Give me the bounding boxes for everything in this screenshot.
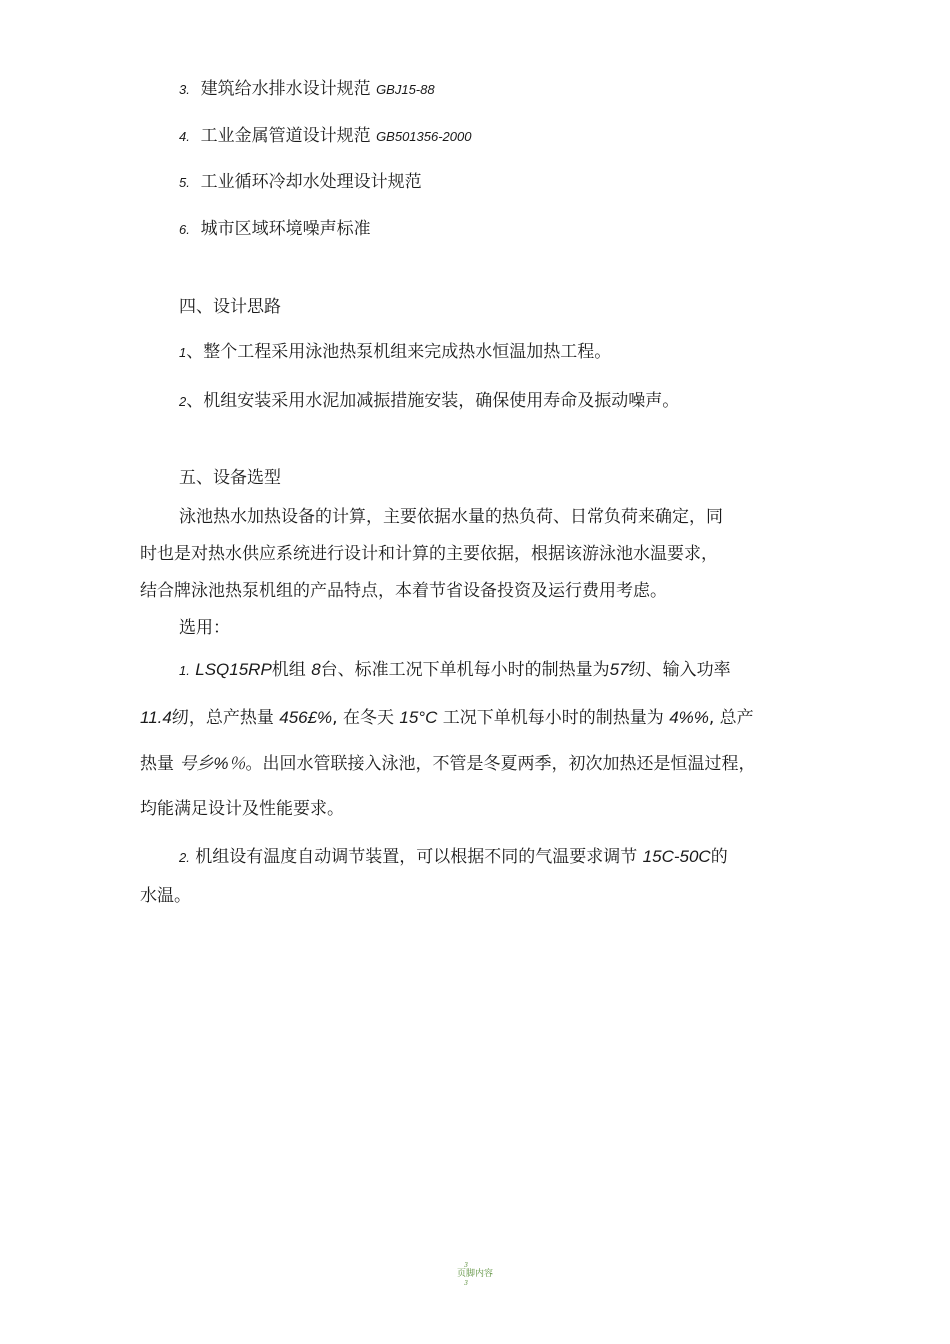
winter-temp: 15°C — [399, 708, 438, 727]
standard-code: GB501356-2000 — [376, 129, 472, 144]
standard-title: 城市区域环境噪声标准 — [200, 219, 371, 239]
text-span: 热量 — [140, 754, 174, 774]
section4-heading: 四、设计思路 — [179, 297, 281, 317]
winter-heat-value: 4%% — [669, 708, 709, 727]
text-span: 台、标准工况下单机每小时的制热量为 — [320, 660, 610, 680]
standard-item-5 — [179, 171, 422, 194]
paragraph-line-3: 结合牌泳池热泵机组的产品特点，本着节省设备投资及运行费用考虑。 — [140, 581, 667, 601]
text-span: 。出回水管联接入泳池，不管是冬夏两季，初次加热还是恒温过程， — [245, 754, 756, 774]
footer-text: 页脚内容 — [456, 1269, 493, 1279]
list-number: 4. — [179, 129, 190, 144]
section4-item-2 — [179, 390, 679, 413]
item-text: 、整个工程采用泳池热泵机组来完成热水恒温加热工程。 — [186, 342, 612, 362]
selection-item-1-line-1 — [179, 659, 731, 682]
winter-total-value: 号乡%％ — [179, 754, 246, 773]
footer-page-mark-bottom: 3 — [464, 1280, 468, 1287]
list-number: 1 — [179, 345, 187, 360]
total-heat-value: 456£% — [279, 708, 333, 727]
list-number: 2 — [179, 394, 187, 409]
select-label: 选用： — [179, 618, 230, 638]
text-span: 的 — [710, 847, 728, 867]
page-footer — [0, 1262, 950, 1287]
list-number: 2. — [179, 850, 190, 865]
selection-item-2-line-2 — [140, 885, 191, 907]
section4-item-1 — [179, 341, 611, 364]
list-number: 6. — [179, 222, 190, 237]
text-span: 纫、输入功率 — [628, 660, 731, 680]
selection-item-1-line-2 — [140, 707, 754, 729]
list-number: 1. — [179, 663, 190, 678]
text-span: , 在冬天 — [332, 708, 394, 728]
standard-title: 工业循环冷却水处理设计规范 — [200, 172, 422, 192]
standard-item-6 — [179, 218, 371, 241]
unit-count: 8 — [311, 660, 321, 679]
text-span: 水温。 — [140, 886, 191, 906]
selection-item-1-line-3 — [140, 753, 756, 775]
text-span: 均能满足设计及性能要求。 — [140, 799, 344, 819]
text-span: 机组设有温度自动调节装置，可以根据不同的气温要求调节 — [195, 847, 638, 867]
model-code: LSQ15RP — [195, 660, 272, 679]
text-span: 工况下单机每小时的制热量为 — [442, 708, 664, 728]
paragraph-line-2: 时也是对热水供应系统进行设计和计算的主要依据，根据该游泳池水温要求， — [140, 544, 718, 564]
section5-heading: 五、设备选型 — [179, 468, 281, 488]
text-span: 纫，总产热量 — [171, 708, 274, 728]
list-number: 5. — [179, 175, 190, 190]
selection-item-1-line-4 — [140, 798, 344, 820]
standard-code: GBJ15-88 — [376, 82, 435, 97]
temp-range: 15C-50C — [642, 847, 711, 866]
standard-item-3 — [179, 78, 435, 101]
standard-title: 建筑给水排水设计规范 — [200, 79, 371, 99]
standard-title: 工业金属管道设计规范 — [200, 126, 371, 146]
standard-item-4 — [179, 125, 471, 148]
item-text: 、机组安装采用水泥加减振措施安装，确保使用寿命及振动噪声。 — [186, 391, 680, 411]
paragraph-line-1: 泳池热水加热设备的计算，主要依据水量的热负荷、日常负荷来确定，同 — [179, 507, 723, 527]
text-span: 机组 — [271, 660, 306, 680]
heat-value: 57 — [609, 660, 629, 679]
selection-item-2-line-1 — [179, 846, 728, 869]
list-number: 3. — [179, 82, 190, 97]
text-span: , 总产 — [708, 708, 754, 728]
power-value: 11.4 — [140, 708, 172, 727]
footer-page-mark-top: 3 — [464, 1262, 468, 1269]
